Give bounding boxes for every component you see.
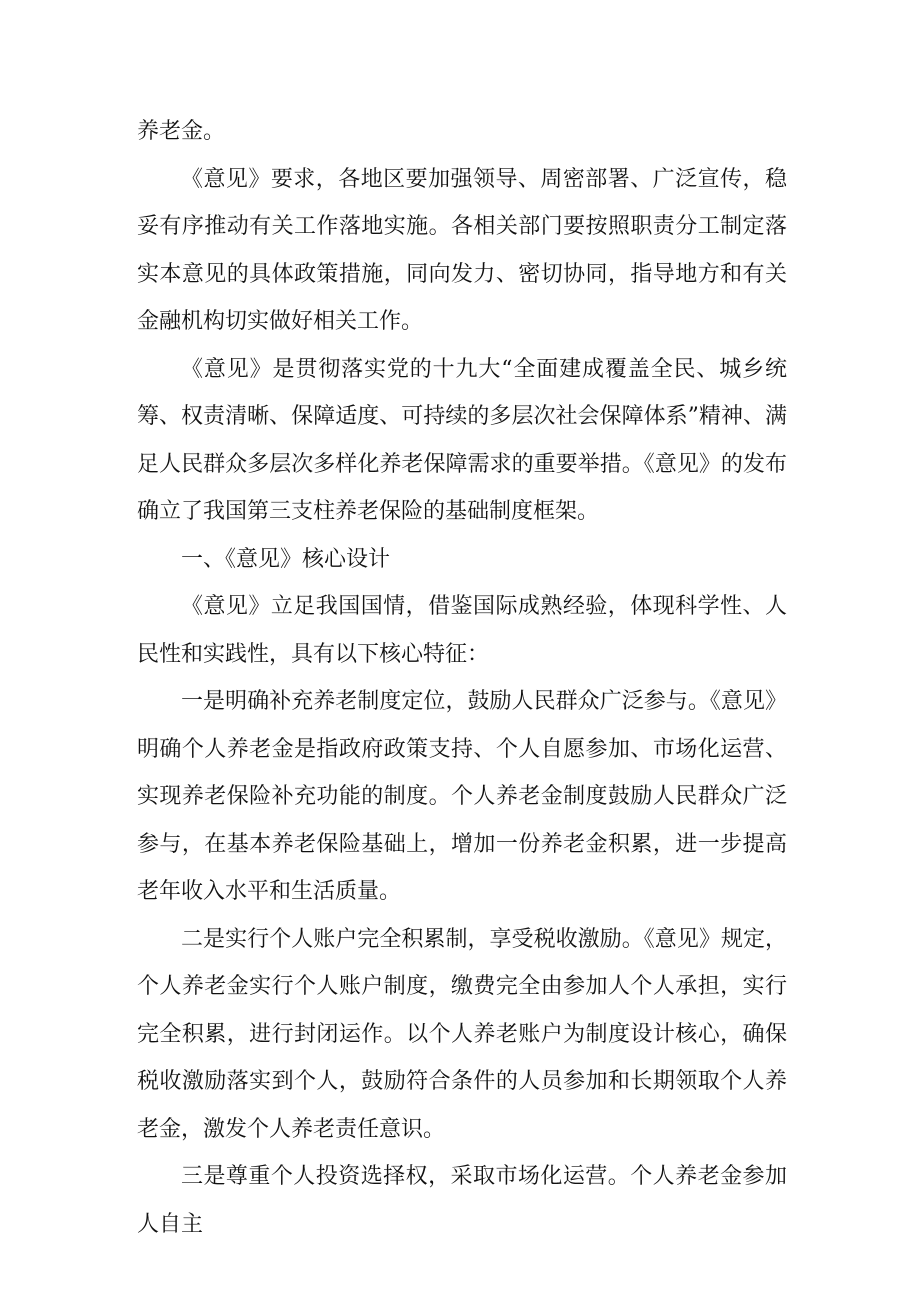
paragraph-requirements: 《意见》要求，各地区要加强领导、周密部署、广泛宣传，稳妥有序推动有关工作落地实施。各相关部门要按照职责分工制定落实本意见的具体政策措施，同向发力、密切协同，指导地方和有关金融机构切实做好相关工作。 bbox=[137, 166, 787, 334]
paragraph-significance: 《意见》是贯彻落实党的十九大“全面建成覆盖全民、城乡统筹、权责清晰、保障适度、可持续的多层次社会保障体系”精神、满足人民群众多层次多样化养老保障需求的重要举措。《意见》的发布确立了我国第三支柱养老保险的基础制度框架。 bbox=[137, 356, 787, 524]
paragraph-core-features-intro: 《意见》立足我国国情，借鉴国际成熟经验，体现科学性、人民性和实践性，具有以下核心特征： bbox=[137, 594, 787, 667]
paragraph-feature-one: 一是明确补充养老制度定位，鼓励人民群众广泛参与。《意见》明确个人养老金是指政府政策支持、个人自愿参加、市场化运营、实现养老保险补充功能的制度。个人养老金制度鼓励人民群众广泛参与，在基本养老保险基础上，增加一份养老金积累，进一步提高老年收入水平和生活质量。 bbox=[137, 689, 787, 904]
paragraph-feature-three: 三是尊重个人投资选择权，采取市场化运营。个人养老金参加人自主 bbox=[137, 1164, 787, 1237]
paragraph-continuation: 养老金。 bbox=[137, 119, 226, 144]
paragraph-feature-two: 二是实行个人账户完全积累制，享受税收激励。《意见》规定，个人养老金实行个人账户制度，缴费完全由参加人个人承担，实行完全积累，进行封闭运作。以个人养老账户为制度设计核心，确保税收激励落实到个人，鼓励符合条件的人员参加和长期领取个人养老金，激发个人养老责任意识。 bbox=[137, 926, 787, 1142]
document-body bbox=[137, 108, 787, 1248]
section-heading: 一、《意见》核心设计 bbox=[181, 546, 391, 572]
